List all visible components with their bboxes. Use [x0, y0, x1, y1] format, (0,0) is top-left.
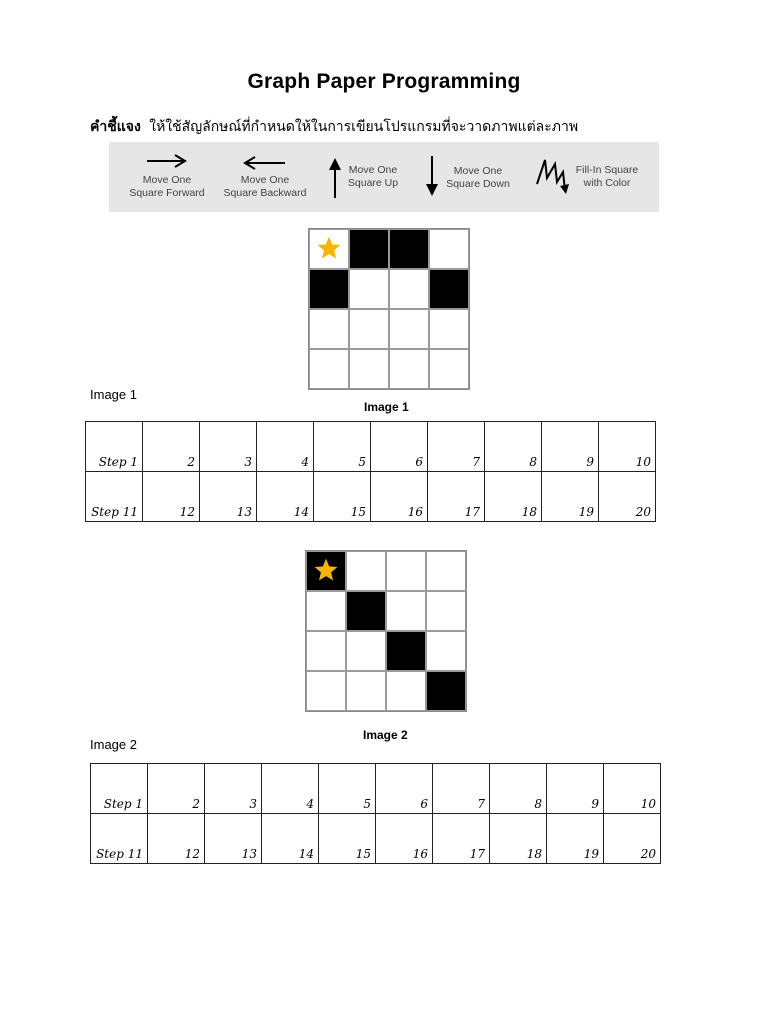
grid-cell-empty: [346, 551, 386, 591]
legend-down-line1: Move One: [453, 165, 503, 177]
step-cell[interactable]: 7: [428, 422, 485, 472]
grid-cell-empty: [309, 229, 349, 269]
legend-down-text: [443, 165, 513, 191]
step-cell[interactable]: 12: [143, 472, 200, 522]
step-cell[interactable]: 6: [371, 422, 428, 472]
legend-forward: [115, 152, 219, 200]
step-cell[interactable]: 17: [428, 472, 485, 522]
grid-cell-empty: [426, 551, 466, 591]
star-icon: [313, 557, 339, 583]
step-cell[interactable]: 20: [599, 472, 656, 522]
step-cell[interactable]: Step 11: [86, 472, 143, 522]
steps-table-2: [90, 763, 661, 864]
grid-cell-filled: [429, 269, 469, 309]
step-cell[interactable]: 5: [319, 764, 376, 814]
grid-cell-empty: [309, 309, 349, 349]
grid-cell-empty: [346, 631, 386, 671]
grid-cell-filled: [309, 269, 349, 309]
legend-forward-line1: Move One: [142, 174, 192, 186]
grid-cell-empty: [309, 349, 349, 389]
step-cell[interactable]: 10: [604, 764, 661, 814]
step-cell[interactable]: 14: [262, 814, 319, 864]
step-cell[interactable]: 17: [433, 814, 490, 864]
grid-cell-filled: [306, 551, 346, 591]
grid-cell-filled: [426, 671, 466, 711]
grid-cell-empty: [426, 631, 466, 671]
step-cell[interactable]: 16: [371, 472, 428, 522]
zigzag-fill-icon: [533, 156, 571, 198]
step-cell[interactable]: 5: [314, 422, 371, 472]
instruction: [90, 116, 578, 138]
grid-cell-empty: [306, 631, 346, 671]
arrow-right-icon: [115, 152, 219, 174]
step-cell[interactable]: 15: [319, 814, 376, 864]
legend-down-line2: Square Down: [446, 178, 510, 190]
grid-cell-empty: [349, 269, 389, 309]
legend-backward: [213, 152, 317, 200]
step-cell[interactable]: 9: [547, 764, 604, 814]
step-cell[interactable]: 10: [599, 422, 656, 472]
legend-up-text: [345, 164, 401, 190]
step-cell[interactable]: Step 1: [86, 422, 143, 472]
grid-cell-empty: [306, 671, 346, 711]
legend-backward-line1: Move One: [240, 174, 290, 186]
legend-backward-line2: Square Backward: [223, 187, 307, 199]
instruction-text: ให้ใช้สัญลักษณ์ที่กำหนดให้ในการเขียนโปรแกรมที่จะวาดภาพแต่ละภาพ: [149, 119, 579, 135]
image-1-side-label: Image 1: [90, 387, 137, 402]
grid-cell-filled: [386, 631, 426, 671]
legend-fill-line1: Fill-In Square: [575, 164, 639, 176]
page-title: Graph Paper Programming: [247, 70, 521, 93]
grid-cell-filled: [349, 229, 389, 269]
arrow-down-icon: [424, 154, 440, 198]
step-cell[interactable]: 19: [547, 814, 604, 864]
step-cell[interactable]: 12: [148, 814, 205, 864]
image-1-grid: [308, 228, 470, 390]
step-cell[interactable]: 19: [542, 472, 599, 522]
step-cell[interactable]: 9: [542, 422, 599, 472]
step-cell[interactable]: 15: [314, 472, 371, 522]
grid-cell-empty: [389, 269, 429, 309]
step-cell[interactable]: 20: [604, 814, 661, 864]
grid-cell-empty: [386, 671, 426, 711]
image-2-side-label: Image 2: [90, 737, 137, 752]
steps-table-1: [85, 421, 656, 522]
step-cell[interactable]: 4: [262, 764, 319, 814]
arrow-up-icon: [327, 156, 343, 200]
grid-cell-empty: [346, 671, 386, 711]
legend-up-line2: Square Up: [347, 177, 399, 189]
grid-cell-filled: [389, 229, 429, 269]
legend-fill: [533, 156, 571, 203]
legend-up: [327, 156, 343, 205]
grid-cell-empty: [386, 591, 426, 631]
legend-fill-line2: with Color: [583, 177, 631, 189]
image-2-grid: [305, 550, 467, 712]
grid-cell-empty: [429, 349, 469, 389]
grid-cell-empty: [349, 349, 389, 389]
step-cell[interactable]: 8: [490, 764, 547, 814]
grid-cell-empty: [389, 309, 429, 349]
step-cell[interactable]: 2: [143, 422, 200, 472]
grid-cell-empty: [386, 551, 426, 591]
step-cell[interactable]: 13: [200, 472, 257, 522]
grid-cell-empty: [349, 309, 389, 349]
legend-up-line1: Move One: [348, 164, 398, 176]
legend-forward-line2: Square Forward: [129, 187, 205, 199]
step-cell[interactable]: 3: [200, 422, 257, 472]
arrow-left-icon: [213, 152, 317, 174]
step-cell[interactable]: 2: [148, 764, 205, 814]
image-2-caption: Image 2: [363, 728, 408, 742]
step-cell[interactable]: 13: [205, 814, 262, 864]
grid-cell-empty: [429, 229, 469, 269]
step-cell[interactable]: 8: [485, 422, 542, 472]
step-cell[interactable]: 7: [433, 764, 490, 814]
symbol-legend: [109, 142, 659, 212]
step-cell[interactable]: 14: [257, 472, 314, 522]
step-cell[interactable]: 4: [257, 422, 314, 472]
image-1-caption: Image 1: [364, 400, 409, 414]
grid-cell-empty: [426, 591, 466, 631]
step-cell[interactable]: Step 11: [91, 814, 148, 864]
step-cell[interactable]: 6: [376, 764, 433, 814]
step-cell[interactable]: 16: [376, 814, 433, 864]
grid-cell-empty: [306, 591, 346, 631]
legend-fill-text: [567, 164, 647, 190]
step-cell[interactable]: 18: [485, 472, 542, 522]
grid-cell-empty: [389, 349, 429, 389]
step-cell[interactable]: Step 1: [91, 764, 148, 814]
step-cell[interactable]: 3: [205, 764, 262, 814]
legend-down: [424, 154, 440, 203]
instruction-label: คำชี้แจง: [90, 119, 141, 135]
star-icon: [316, 235, 342, 261]
grid-cell-empty: [429, 309, 469, 349]
step-cell[interactable]: 18: [490, 814, 547, 864]
grid-cell-filled: [346, 591, 386, 631]
